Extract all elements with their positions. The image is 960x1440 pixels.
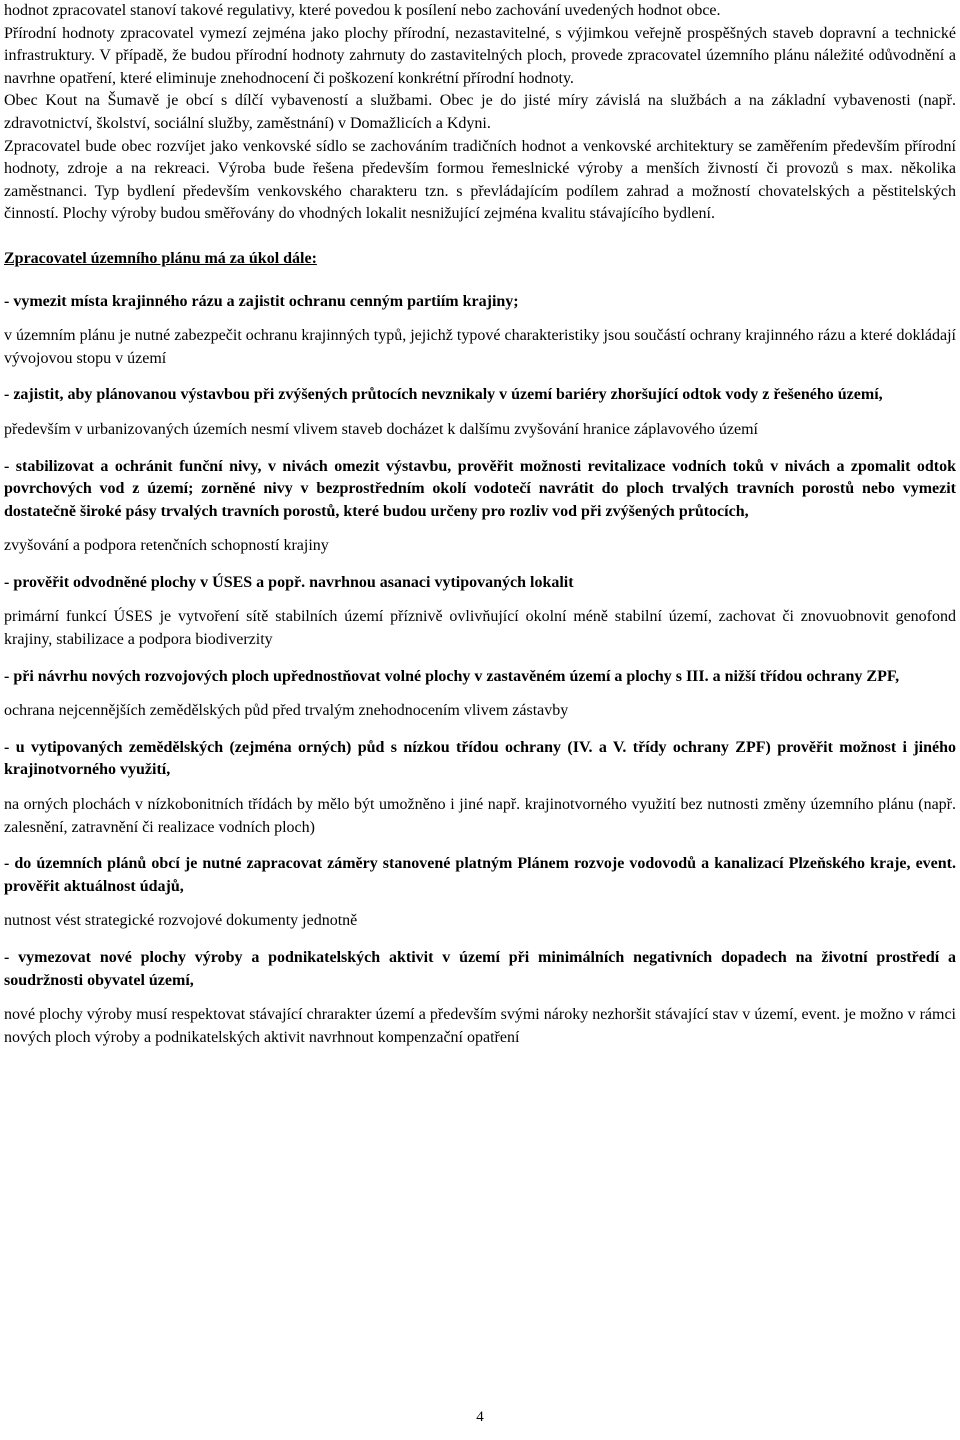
task-note: zvyšování a podpora retenčních schopností krajiny bbox=[4, 537, 329, 555]
task-list bbox=[4, 291, 956, 1050]
task-heading: - u vytipovaných zemědělských (zejména orných) půd s nízkou třídou ochrany (IV. a V. třídy ochrany ZPF) prověřit možnost i jiného krajinotvorného využití, bbox=[4, 738, 956, 779]
task-item bbox=[4, 853, 956, 933]
task-note: v územním plánu je nutné zabezpečit ochranu krajinných typů, jejichž typové charakteristiky jsou součástí ochrany krajinného rázu a které dokládají vývojovou stopu v území bbox=[4, 327, 956, 367]
task-note: především v urbanizovaných územích nesmí vlivem staveb docházet k dalšímu zvyšování hranice záplavového území bbox=[4, 420, 758, 438]
intro-paragraph: Obec Kout na Šumavě je obcí s dílčí vybaveností a službami. Obec je do jisté míry závislá na službách a na základní vybavenosti (např. zdravotnictví, školství, sociální služby, zaměstnání) v Domažlicích a Kdyni. bbox=[4, 92, 956, 132]
task-heading: - stabilizovat a ochránit funční nivy, v nivách omezit výstavbu, prověřit možnosti revitalizace vodních toků v nivách a zpomalit odtok povrchových vod z území; zorněné nivy v bezprostředním okolí vodotečí navrátit do ploch trvalých travních porostů nebo vymezit dostatečně široké pásy trvalých travních porostů, které budou určeny pro rozliv vod při zvýšených průtocích, bbox=[4, 457, 956, 520]
intro-section bbox=[4, 0, 956, 226]
task-heading: - vymezit místa krajinného rázu a zajistit ochranu cenným partiím krajiny; bbox=[4, 292, 519, 310]
task-item bbox=[4, 737, 956, 839]
task-heading: - při návrhu nových rozvojových ploch upřednostňovat volné plochy v zastavěném území a plochy s III. a nižší třídou ochrany ZPF, bbox=[4, 667, 900, 685]
task-item bbox=[4, 384, 956, 441]
page-number: 4 bbox=[476, 1409, 484, 1425]
task-note: nutnost vést strategické rozvojové dokumenty jednotně bbox=[4, 912, 358, 930]
intro-paragraph: Přírodní hodnoty zpracovatel vymezí zejména jako plochy přírodní, nezastavitelné, s výjimkou veřejně prospěšných staveb dopravní a technické infrastruktury. V případě, že budou přírodní hodnoty zahrnuty do zastavitelných ploch, provede zpracovatel územního plánu náležité odůvodnění a navrhne opatření, které eliminuje znehodnocení či poškození konkrétní přírodní hodnoty. bbox=[4, 24, 956, 87]
task-heading: - prověřit odvodněné plochy v ÚSES a popř. navrhnou asanaci vytipovaných lokalit bbox=[4, 573, 574, 591]
task-item bbox=[4, 456, 956, 558]
task-heading: - do územních plánů obcí je nutné zapracovat záměry stanovené platným Plánem rozvoje vodovodů a kanalizací Plzeňského kraje, event. prověřit aktuálnost údajů, bbox=[4, 855, 956, 895]
task-heading: - vymezovat nové plochy výroby a podnikatelských aktivit v území při minimálních negativních dopadech na životní prostředí a soudržnosti obyvatel území, bbox=[4, 949, 956, 989]
intro-paragraph: Zpracovatel bude obec rozvíjet jako venkovské sídlo se zachováním tradičních hodnot a venkovské architektury se zaměřením především přírodní hodnoty, zdroje a na rekreaci. Výroba bude řešena především formou řemeslnické výroby a menších živností či provozů s max. několika zaměstnanci. Typ bydlení především venkovského charakteru tzn. s převládajícím podílem zahrad a možností chovatelských a pěstitelských činností. Plochy výroby budou směřovány do vhodných lokalit nesnižující zejména kvalitu stávajícího bydlení. bbox=[4, 137, 956, 223]
section-title: Zpracovatel územního plánu má za úkol dále: bbox=[4, 249, 317, 267]
task-item bbox=[4, 666, 956, 723]
task-item bbox=[4, 291, 956, 371]
task-heading: - zajistit, aby plánovanou výstavbou při zvýšených průtocích nevznikaly v území bariéry zhoršující odtok vody z řešeného území, bbox=[4, 386, 883, 404]
task-note: primární funkcí ÚSES je vytvoření sítě stabilních území příznivě ovlivňující okolní méně stabilní území, zachovat či znovuobnovit genofond krajiny, stabilizace a podpora biodiverzity bbox=[4, 608, 956, 649]
task-item bbox=[4, 947, 956, 1049]
task-item bbox=[4, 572, 956, 652]
intro-paragraph: hodnot zpracovatel stanoví takové regulativy, které povedou k posílení nebo zachování uvedených hodnot obce. bbox=[4, 2, 721, 19]
task-note: nové plochy výroby musí respektovat stávající chrarakter území a především svými nároky nezhoršit stávající stav v území, event. je možno v rámci nových ploch výroby a podnikatelských aktivit navrhnout kompenzační opatření bbox=[4, 1006, 956, 1046]
task-note: na orných plochách v nízkobonitních třídách by mělo být umožněno i jiné např. krajinotvorného využití bez nutnosti změny územního plánu (např. zalesnění, zatravnění či realizace vodních ploch) bbox=[4, 796, 956, 836]
task-note: ochrana nejcennějších zemědělských půd před trvalým znehodnocením vlivem zástavby bbox=[4, 702, 569, 720]
